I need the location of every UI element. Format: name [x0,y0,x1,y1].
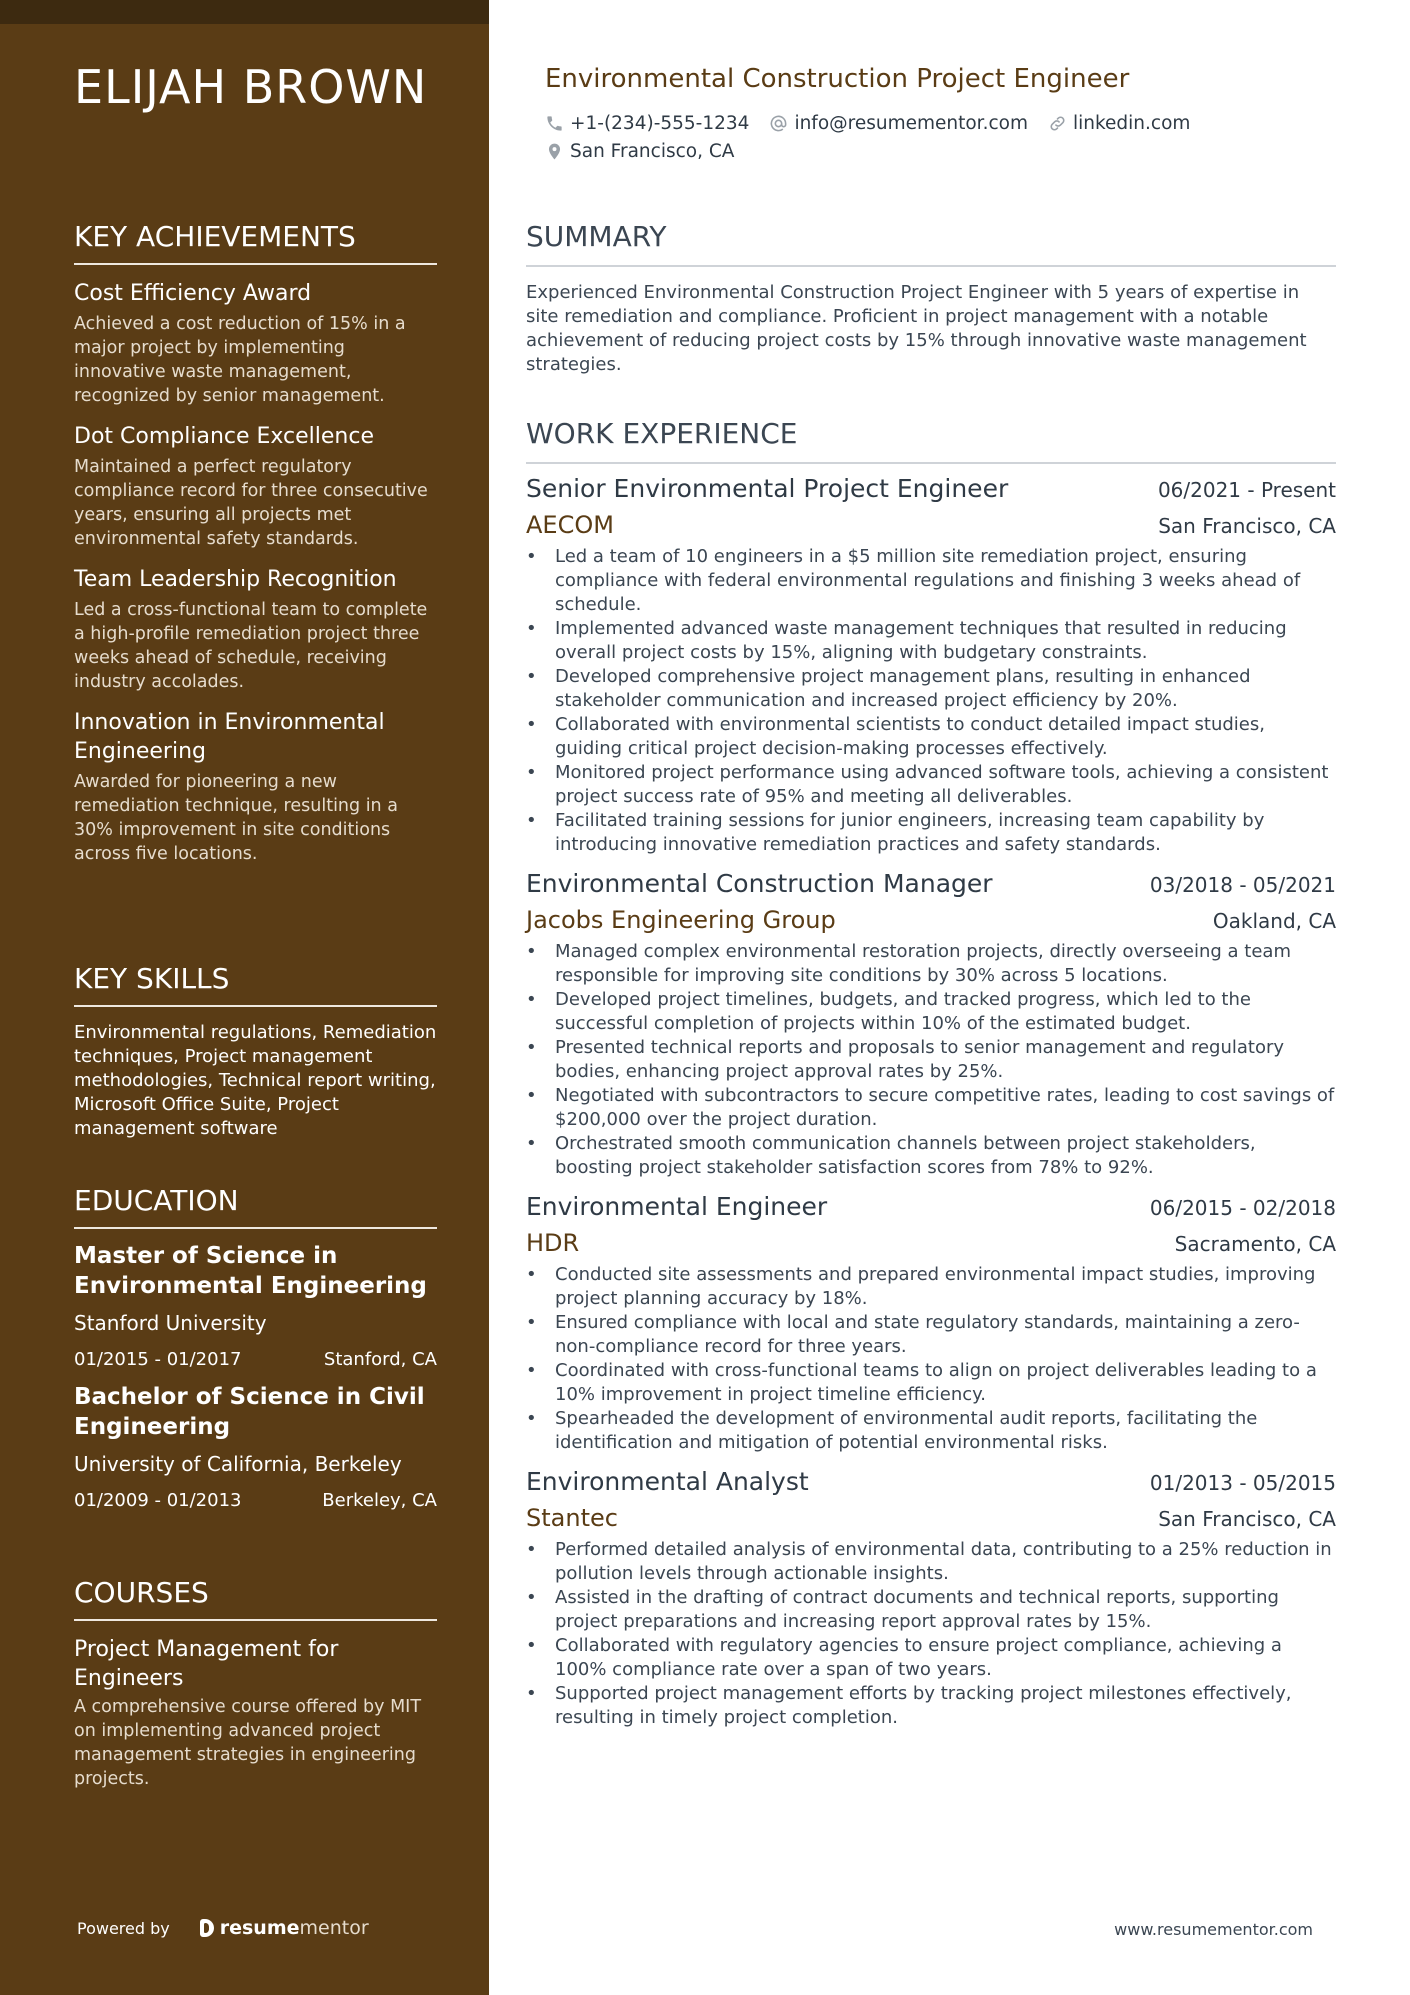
contact-row [545,113,1190,134]
linkedin-text: linkedin.com [1072,113,1191,134]
list-item: • Spearheaded the development of environmental audit reports, facilitating the identification and mitigation of potential environmental risks. [526,1407,1336,1455]
list-item: • Orchestrated smooth communication channels between project stakeholders, boosting project stakeholder satisfaction scores from 78% to 92%. [526,1132,1336,1180]
job-dates: 06/2015 - 02/2018 [1149,1196,1336,1220]
education-degree: Master of Science in Environmental Engineering [74,1243,427,1299]
job-entry [526,1467,1336,1730]
job-dates: 03/2018 - 05/2021 [1149,873,1336,897]
job-entry [526,869,1336,1180]
list-item: • Assisted in the drafting of contract documents and technical reports, supporting project preparations and increasing report approval rates by 15%. [526,1586,1336,1634]
job-entry [526,474,1336,857]
achievement-item [74,422,437,551]
location-text: San Francisco, CA [570,141,735,162]
list-item: • Negotiated with subcontractors to secure competitive rates, leading to cost savings of $200,000 over the project duration. [526,1084,1336,1132]
job-role: Environmental Analyst [526,1467,809,1496]
skills-section [74,962,437,1141]
education-section [74,1184,437,1511]
achievement-title: Dot Compliance Excellence [74,424,375,449]
job-bullets [526,1263,1336,1455]
education-school: University of California, Berkeley [74,1452,402,1476]
brand-logo[interactable] [200,1917,369,1939]
job-company: HDR [526,1229,580,1257]
experience-section [526,417,1336,1730]
phone-icon [545,114,564,133]
achievement-item [74,565,437,694]
summary-text: Experienced Environmental Construction Project Engineer with 5 years of expertise in site remediation and compliance. Proficient in project management with a notable achievement of reducing project costs by 15% through innovative waste management strategies. [526,282,1307,375]
courses-section [74,1576,437,1791]
achievement-item [74,708,437,866]
list-item: • Facilitated training sessions for junior engineers, increasing team capability by introducing innovative remediation practices and safety standards. [526,809,1336,857]
education-heading: EDUCATION [74,1184,437,1229]
job-bullets [526,545,1336,857]
course-desc: A comprehensive course offered by MIT on implementing advanced project management strategies in engineering projects. [74,1697,422,1789]
achievement-title: Team Leadership Recognition [74,567,397,592]
achievement-title: Cost Efficiency Award [74,281,312,306]
education-degree: Bachelor of Science in Civil Engineering [74,1384,425,1440]
list-item: • Developed project timelines, budgets, and tracked progress, which led to the successful completion of projects within 10% of the estimated budget. [526,988,1336,1036]
list-item: • Collaborated with regulatory agencies to ensure project compliance, achieving a 100% compliance rate over a span of two years. [526,1634,1336,1682]
brand-light: mentor [299,1917,369,1939]
job-location: Sacramento, CA [1174,1232,1336,1256]
achievement-item [74,279,437,408]
achievement-desc: Maintained a perfect regulatory compliance record for three consecutive years, ensuring all projects met environmental safety standards. [74,457,428,549]
education-location: Stanford, CA [323,1349,437,1370]
job-entry [526,1192,1336,1455]
course-title: Project Management for Engineers [74,1637,339,1691]
summary-heading: SUMMARY [526,220,1336,267]
list-item: • Conducted site assessments and prepared environmental impact studies, improving project planning accuracy by 18%. [526,1263,1336,1311]
list-item: • Led a team of 10 engineers in a $5 million site remediation project, ensuring compliance with federal environmental regulations and finishing 3 weeks ahead of schedule. [526,545,1336,617]
brand-bold: resume [219,1917,300,1939]
powered-by [77,1917,369,1939]
job-bullets [526,1538,1336,1730]
experience-heading: WORK EXPERIENCE [526,417,1336,464]
education-school: Stanford University [74,1311,267,1335]
link-icon [1048,114,1067,133]
list-item: • Developed comprehensive project management plans, resulting in enhanced stakeholder communication and increased project efficiency by 20%. [526,665,1336,713]
list-item: • Implemented advanced waste management techniques that resulted in reducing overall project costs by 15%, aligning with budgetary constraints. [526,617,1336,665]
education-item [74,1241,437,1370]
education-dates: 01/2009 - 01/2013 [74,1490,242,1511]
achievement-title: Innovation in Environmental Engineering [74,710,385,764]
phone-text: +1-(234)-555-1234 [570,113,750,134]
education-item [74,1382,437,1511]
job-role: Environmental Construction Manager [526,869,993,898]
footer-website-link[interactable]: www.resumementor.com [1114,1920,1313,1939]
job-role: Senior Environmental Project Engineer [526,474,1009,503]
job-company: Jacobs Engineering Group [526,906,836,934]
achievement-desc: Awarded for pioneering a new remediation technique, resulting in a 30% improvement in site conditions across five locations. [74,772,398,864]
candidate-name: ELIJAH BROWN [74,60,428,114]
list-item: • Managed complex environmental restoration projects, directly overseeing a team responsible for improving site conditions by 30% across 5 locations. [526,940,1336,988]
email-text: info@resumementor.com [794,113,1028,134]
list-item: • Monitored project performance using advanced software tools, achieving a consistent project success rate of 95% and meeting all deliverables. [526,761,1336,809]
location-pin-icon [545,142,564,161]
brand-mark-icon [200,1919,214,1937]
list-item: • Performed detailed analysis of environmental data, contributing to a 25% reduction in pollution levels through actionable insights. [526,1538,1336,1586]
course-item [74,1635,437,1791]
summary-section [526,220,1336,377]
skills-list: Environmental regulations, Remediation techniques, Project management methodologies, Technical report writing, Microsoft Office Suite, Project management software [74,1022,437,1139]
job-location: San Francisco, CA [1158,1507,1336,1531]
job-location: Oakland, CA [1212,909,1336,933]
main-content [489,0,1410,1995]
list-item: • Presented technical reports and proposals to senior management and regulatory bodies, enhancing project approval rates by 25%. [526,1036,1336,1084]
job-role: Environmental Engineer [526,1192,828,1221]
achievements-heading: KEY ACHIEVEMENTS [74,220,437,265]
contact-row [545,141,734,162]
education-dates: 01/2015 - 01/2017 [74,1349,242,1370]
job-dates: 06/2021 - Present [1157,478,1336,502]
list-item: • Coordinated with cross-functional teams to align on project deliverables leading to a 10% improvement in project timeline efficiency. [526,1359,1336,1407]
sidebar-top-bar [0,0,489,24]
job-company: Stantec [526,1504,618,1532]
contact-phone[interactable] [545,113,749,134]
powered-by-label: Powered by [77,1918,170,1938]
skills-heading: KEY SKILLS [74,962,437,1007]
sidebar [0,0,489,1995]
job-company: AECOM [526,511,614,539]
job-location: San Francisco, CA [1158,514,1336,538]
contact-email[interactable] [769,113,1028,134]
list-item: • Collaborated with environmental scientists to conduct detailed impact studies, guiding critical project decision-making processes effectively. [526,713,1336,761]
courses-heading: COURSES [74,1576,437,1621]
job-dates: 01/2013 - 05/2015 [1149,1471,1336,1495]
achievement-desc: Achieved a cost reduction of 15% in a major project by implementing innovative waste management, recognized by senior management. [74,314,406,406]
education-location: Berkeley, CA [322,1490,437,1511]
at-sign-icon [769,114,788,133]
list-item: • Ensured compliance with local and state regulatory standards, maintaining a zero-non-compliance record for three years. [526,1311,1336,1359]
job-title: Environmental Construction Project Engineer [545,64,1130,94]
contact-linkedin[interactable] [1048,113,1190,134]
job-bullets [526,940,1336,1180]
contact-location [545,141,734,162]
list-item: • Supported project management efforts by tracking project milestones effectively, resulting in timely project completion. [526,1682,1336,1730]
achievements-section [74,220,437,866]
achievement-desc: Led a cross-functional team to complete a high-profile remediation project three weeks ahead of schedule, receiving industry accolades. [74,600,428,692]
